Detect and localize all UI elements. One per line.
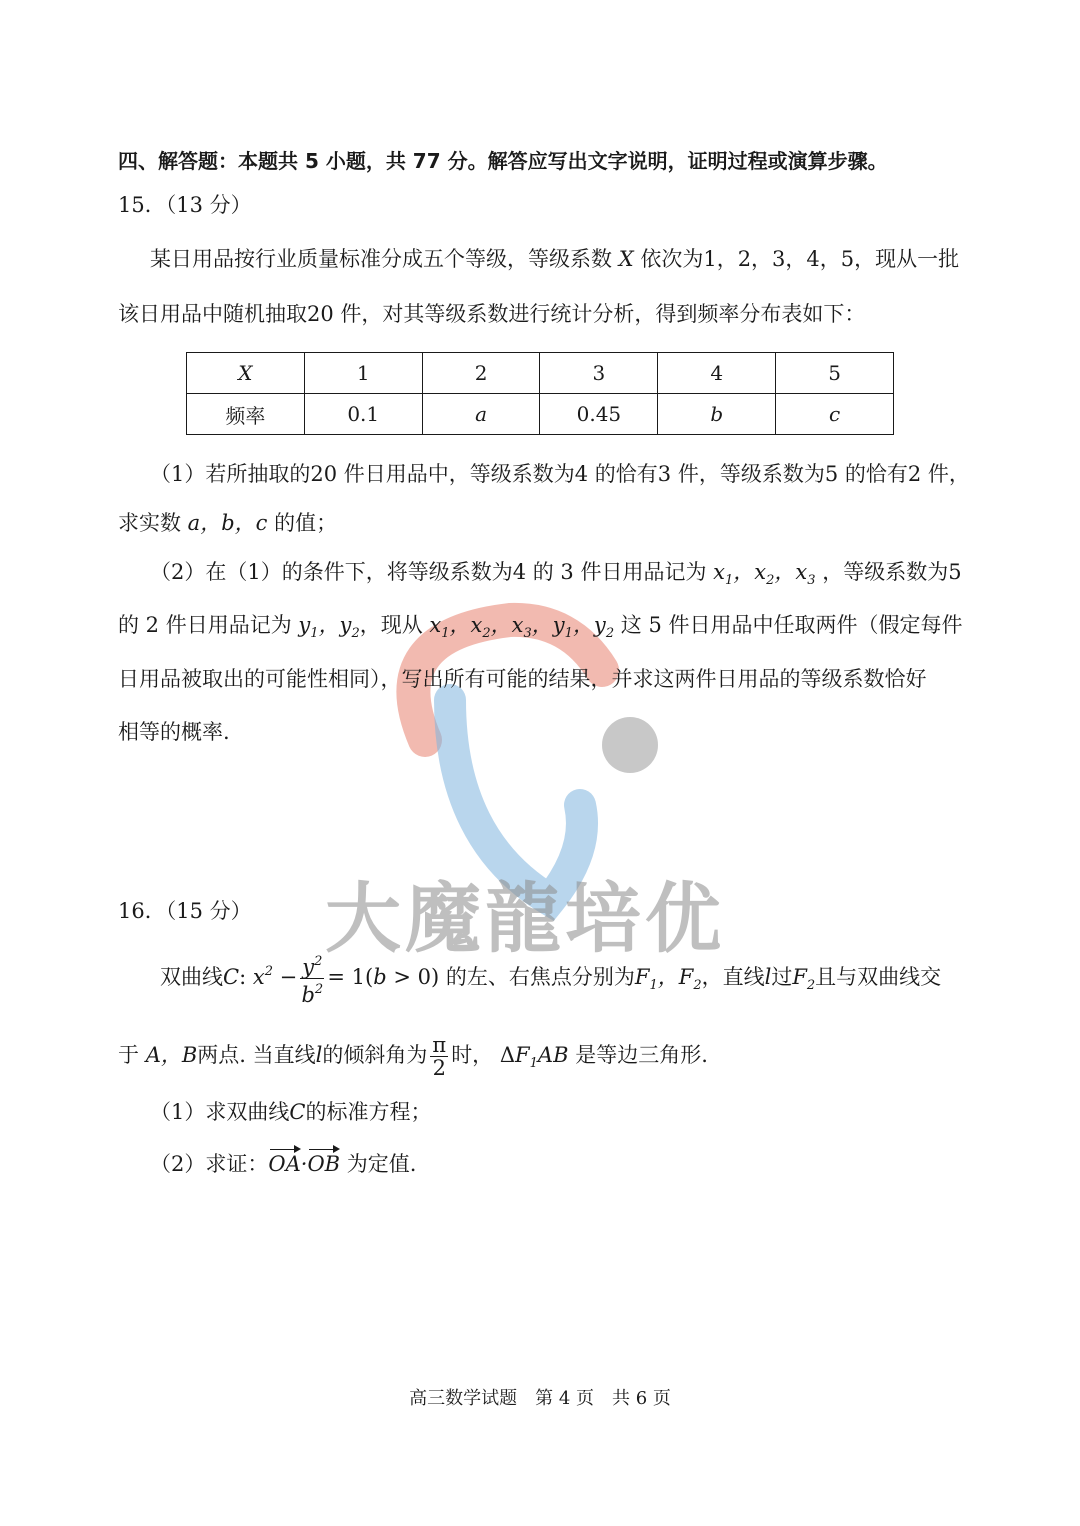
q16-text-j: 是等边三角形. <box>575 1043 708 1067</box>
math-F2: $F_2$ <box>792 965 816 993</box>
q16-text-a: 双曲线 <box>160 965 223 989</box>
q16-text-b: 的左、右焦点分别为 <box>445 965 635 989</box>
q16-text-f: 于 <box>118 1043 139 1067</box>
frequency-table <box>186 352 894 435</box>
math-x-y-list: $x_1$，$x_2$，$x_3$，$y_1$，$y_2$ <box>429 613 615 641</box>
math-C2: C <box>289 1100 306 1124</box>
q16-line2 <box>118 1026 708 1093</box>
q15-intro-text2: 依次为1，2，3，4，5，现从一批 <box>640 247 960 271</box>
math-pi-over-2: $\frac{\pi}{2}$ <box>432 1033 447 1080</box>
table-header-row <box>187 353 894 394</box>
math-vector-dot: OA·OB <box>268 1152 340 1176</box>
math-A-B: A，B <box>145 1043 198 1067</box>
q15-part1-line2 <box>118 508 337 538</box>
table-value-cell: c <box>776 394 894 435</box>
q15-part2-text-c: 的 2 件日用品记为 <box>118 613 292 637</box>
table-header-cell: 3 <box>540 353 658 394</box>
math-l: l <box>764 965 772 989</box>
q15-part2-text-d: ，现从 <box>359 613 423 637</box>
q15-part2-line1 <box>150 557 962 596</box>
q16-part2-text-b: 为定值. <box>346 1152 417 1176</box>
q16-text-h: 的倾斜角为 <box>322 1043 428 1067</box>
q15-part2-line2 <box>118 610 963 649</box>
page-footer: 高三数学试题 第 4 页 共 6 页 <box>409 1388 671 1409</box>
q16-part1-text-a: （1）求双曲线 <box>150 1100 290 1124</box>
table-value-cell: 0.1 <box>304 394 422 435</box>
table-value-row <box>187 394 894 435</box>
q15-intro-line1 <box>150 244 959 274</box>
math-C: C <box>223 965 240 989</box>
table-value-cell: b <box>658 394 776 435</box>
math-hyperbola: $x^2$ − <box>252 964 298 989</box>
math-l2: l <box>315 1043 323 1067</box>
table-header-label: X <box>187 353 305 394</box>
q16-header: 16．（15 分） <box>118 899 252 923</box>
table-header-cell: 4 <box>658 353 776 394</box>
table-header-cell: 5 <box>776 353 894 394</box>
q15-part1-text-a: 求实数 <box>118 511 181 535</box>
q15-intro-text1: 某日用品按行业质量标准分成五个等级，等级系数 <box>150 247 612 271</box>
table-header-cell: 1 <box>304 353 422 394</box>
q16-part2 <box>150 1147 416 1179</box>
q15-part2-text-a: （2）在（1）的条件下，将等级系数为4 的 3 件日用品记为 <box>150 560 707 584</box>
math-x1-x3: $x_1$，$x_2$，$x_3$ <box>713 560 816 588</box>
math-abc: a，b，c <box>181 511 275 535</box>
q16-text-c: ，直线 <box>701 965 765 989</box>
math-F1-F2: $F_1$，$F_2$ <box>634 965 702 993</box>
q16-text-i: 时， <box>451 1043 494 1067</box>
watermark-text: 大魔龍培优 <box>325 874 725 963</box>
q16-text-e: 且与双曲线交 <box>815 965 942 989</box>
q16-text-d: 过 <box>771 965 793 989</box>
watermark-gray-dot <box>602 717 658 773</box>
q15-part1-text-b: 的值； <box>274 511 338 535</box>
q16-part2-text-a: （2）求证： <box>150 1152 269 1176</box>
table-header-cell: 2 <box>422 353 540 394</box>
section-heading: 四、解答题：本题共 5 小题，共 77 分。解答应写出文字说明，证明过程或演算步骤。 <box>118 149 888 173</box>
q15-intro-line2: 该日用品中随机抽取20 件，对其等级系数进行统计分析，得到频率分布表如下： <box>118 302 866 326</box>
q15-var-x: X <box>618 247 634 271</box>
q15-part1-line1: （1）若所抽取的20 件日用品中，等级系数为4 的恰有3 件，等级系数为5 的恰有2 件， <box>150 462 970 486</box>
q15-header: 15．（13 分） <box>118 193 252 217</box>
q16-part1-text-b: 的标准方程； <box>305 1100 432 1124</box>
math-eq-condition: = 1(b > 0) <box>327 965 440 989</box>
math-fraction-y2-b2: $\frac{y^2}{b^2}$ <box>300 951 324 1006</box>
q15-part2-text-e: 这 5 件日用品中任取两件（假定每件 <box>620 613 963 637</box>
q15-part2-line3: 日用品被取出的可能性相同），写出所有可能的结果，并求这两件日用品的等级系数恰好 <box>118 667 927 691</box>
table-value-cell: a <box>422 394 540 435</box>
q16-line1: 双曲线C: $x^2$ − $\frac{y^2}{b^2}$ = 1(b > 0) 的左、右焦点分别为$F_1$，$F_2$，直线l过$F_2$且与双曲线交 <box>160 942 941 1016</box>
table-row-label: 频率 <box>187 394 305 435</box>
math-y1-y2: $y_1$，$y_2$ <box>298 613 360 641</box>
q15-part2-line4: 相等的概率. <box>118 720 230 744</box>
table-value-cell: 0.45 <box>540 394 658 435</box>
q16-part1 <box>150 1097 431 1127</box>
q15-part2-text-b: ，等级系数为5 <box>822 560 962 584</box>
q16-text-g: 两点. 当直线 <box>197 1043 316 1067</box>
math-triangle: $\Delta F_1AB$ <box>499 1043 569 1071</box>
